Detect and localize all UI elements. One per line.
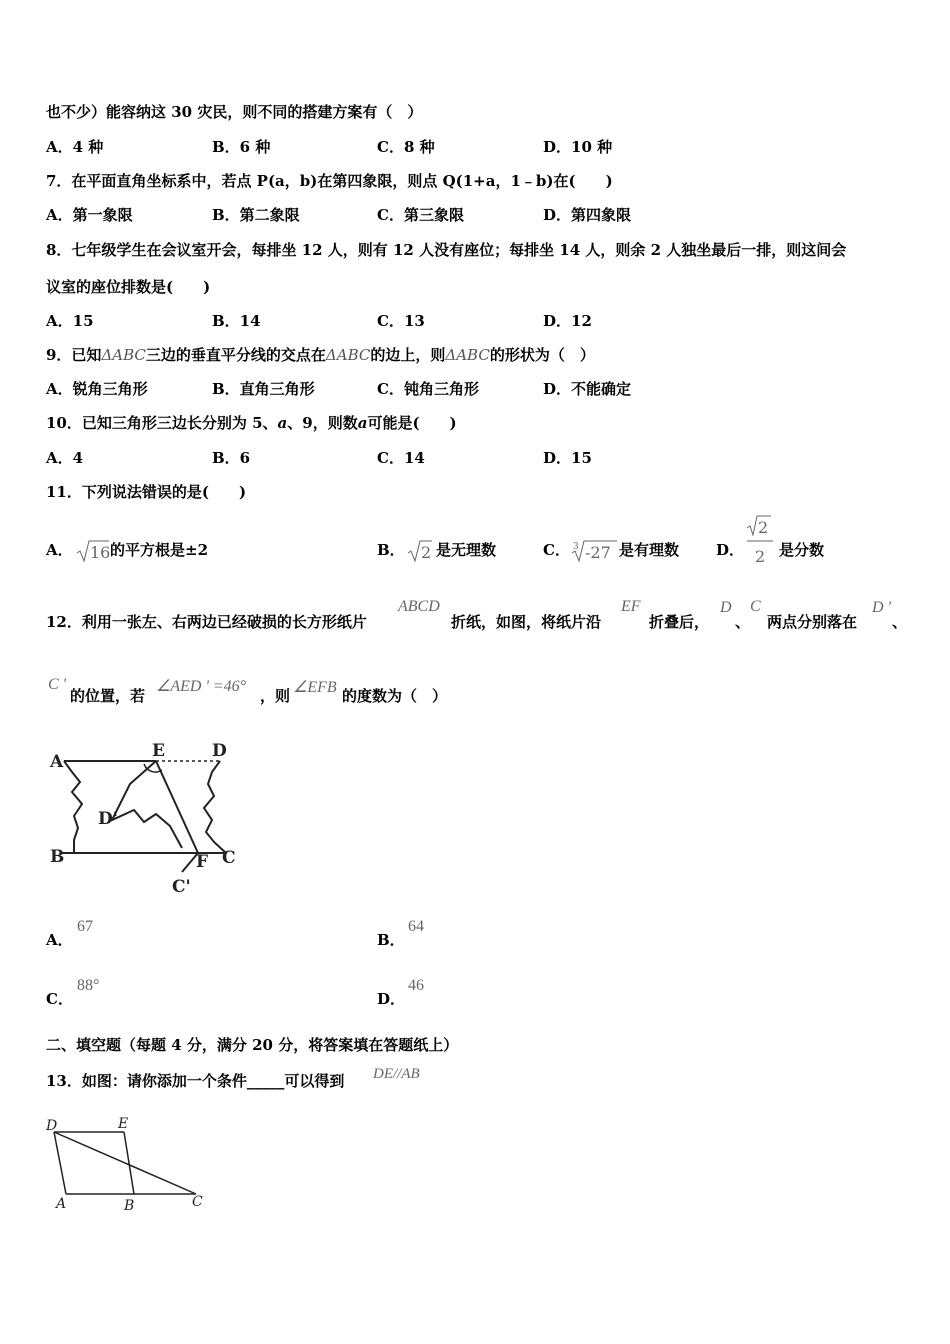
folded-triangle (112, 761, 182, 848)
q6-option-d[interactable]: D．10 种 (543, 138, 613, 156)
q11-option-a[interactable]: A． (46, 541, 73, 559)
q6-option-a[interactable]: A．4 种 (46, 138, 104, 156)
q12-option-a-value: 67 (77, 918, 93, 935)
q12-stem-part6: ，则 (260, 687, 291, 705)
q9-option-a[interactable]: A．锐角三角形 (46, 380, 148, 398)
point-d-prime-math: D ' (872, 599, 891, 616)
angle-aed-math: ∠AED ' =46° (156, 678, 247, 695)
q12-separator: 、 (735, 613, 751, 631)
label-a: A (50, 752, 64, 772)
fraction-denominator: 2 (755, 547, 766, 566)
q12-option-b[interactable]: B． (377, 931, 405, 949)
label-d-prime: D' (98, 809, 118, 829)
triangle-abc-math: ΔABC (445, 346, 490, 364)
q9-option-c[interactable]: C．钝角三角形 (377, 380, 479, 398)
q10-option-d[interactable]: D．15 (543, 449, 592, 467)
q6-continuation: 也不少）能容纳这 30 灾民，则不同的搭建方案有（ ） (46, 103, 423, 121)
point-c-prime-math: C ' (48, 676, 67, 693)
q10-option-a[interactable]: A．4 (46, 449, 84, 467)
root-index-3: 3 (573, 542, 579, 552)
angle-efb-math: ∠EFB (293, 679, 337, 696)
q12-option-c[interactable]: C． (46, 990, 73, 1008)
label-e: E (152, 741, 165, 761)
fraction-numerator: 2 (758, 518, 769, 537)
sqrt2-over-2-math (745, 514, 777, 568)
q12-option-a[interactable]: A． (46, 931, 73, 949)
q8-option-d[interactable]: D．12 (543, 312, 592, 330)
label-d: D (212, 741, 227, 761)
q11-option-c[interactable]: C． (543, 541, 570, 559)
q11-option-a-text: 的平方根是±2 (110, 541, 209, 559)
rect-abcd-math: ABCD (398, 598, 440, 615)
q10-stem: 10．已知三角形三边长分别为 5、a、9，则数a可能是( ) (46, 414, 457, 432)
point-c-math: C (750, 598, 761, 615)
label-c: C (222, 848, 236, 868)
q7-stem: 7．在平面直角坐标系中，若点 P(a，b)在第四象限，则点 Q(1+a，1﹣b)在( ) (46, 172, 613, 190)
label-c-prime: C' (172, 877, 191, 896)
q11-option-b-text: 是无理数 (436, 541, 497, 559)
point-d-math: D (720, 599, 732, 616)
radicand-neg27: -27 (585, 543, 611, 562)
label-c: C (192, 1194, 203, 1210)
label-d: D (46, 1118, 58, 1134)
q6-option-c[interactable]: C．8 种 (377, 138, 435, 156)
q12-stem-part1: 12．利用一张左、右两边已经破损的长方形纸片 (46, 613, 367, 631)
torn-edge-right (204, 761, 226, 853)
q8-stem-line2: 议室的座位排数是( ) (46, 278, 211, 296)
q7-option-c[interactable]: C．第三象限 (377, 206, 464, 224)
radicand-16: 16 (90, 543, 110, 562)
q12-stem-part7: 的度数为（ ） (342, 687, 448, 705)
q9-option-d[interactable]: D．不能确定 (543, 380, 632, 398)
q10-option-c[interactable]: C．14 (377, 449, 425, 467)
q7-option-d[interactable]: D．第四象限 (543, 206, 632, 224)
radicand-2: 2 (421, 543, 432, 562)
triangle-abc-math: ΔABC (101, 346, 146, 364)
q12-option-d[interactable]: D． (377, 990, 406, 1008)
label-f: F (196, 852, 209, 872)
q7-option-a[interactable]: A．第一象限 (46, 206, 133, 224)
q11-option-d-text: 是分数 (779, 541, 825, 559)
q12-separator: 、 (892, 613, 908, 631)
segment-da (54, 1132, 66, 1194)
q13-stem: 13．如图：请你添加一个条件_____可以得到 (46, 1072, 345, 1090)
q12-stem-part5: 的位置，若 (70, 687, 146, 705)
q8-option-c[interactable]: C．13 (377, 312, 425, 330)
q12-option-c-value: 88° (77, 977, 100, 994)
cube-root-neg27-math (570, 536, 618, 564)
sqrt-16-math (76, 538, 110, 564)
q12-stem-part4: 两点分别落在 (767, 613, 858, 631)
torn-edge-left (64, 761, 82, 853)
q10-option-b[interactable]: B．6 (212, 449, 251, 467)
q12-stem-part3: 折叠后， (649, 613, 710, 631)
q8-option-b[interactable]: B．14 (212, 312, 261, 330)
fold-ef-math: EF (621, 598, 641, 615)
de-parallel-ab-math: DE//AB (373, 1066, 420, 1082)
label-b: B (50, 847, 65, 867)
section-2-heading: 二、填空题（每题 4 分，满分 20 分，将答案填在答题纸上） (46, 1036, 459, 1054)
q8-stem-line1: 8．七年级学生在会议室开会，每排坐 12 人，则有 12 人没有座位；每排坐 14 人，则余 2 人独坐最后一排，则这间会 (46, 241, 847, 259)
q13-figure (44, 1114, 214, 1214)
q12-option-d-value: 46 (408, 977, 424, 994)
label-b: B (124, 1198, 135, 1214)
q11-stem: 11．下列说法错误的是( ) (46, 483, 247, 501)
q9-option-b[interactable]: B．直角三角形 (212, 380, 315, 398)
q12-fold-figure (44, 736, 244, 896)
triangle-abc-math: ΔABC (325, 346, 371, 364)
q11-option-d[interactable]: D． (716, 541, 745, 559)
label-e: E (118, 1116, 129, 1132)
q7-option-b[interactable]: B．第二象限 (212, 206, 300, 224)
q9-stem: 9．已知ΔABC三边的垂直平分线的交点在ΔABC的边上，则ΔABC的形状为（ ） (46, 346, 595, 364)
label-a: A (56, 1196, 67, 1212)
q11-option-c-text: 是有理数 (619, 541, 680, 559)
q8-option-a[interactable]: A．15 (46, 312, 94, 330)
q11-option-b[interactable]: B． (377, 541, 405, 559)
q12-stem-part2: 折纸，如图，将纸片沿 (451, 613, 602, 631)
sqrt-2-math (407, 538, 433, 564)
q12-option-b-value: 64 (408, 918, 424, 935)
q6-option-b[interactable]: B．6 种 (212, 138, 271, 156)
